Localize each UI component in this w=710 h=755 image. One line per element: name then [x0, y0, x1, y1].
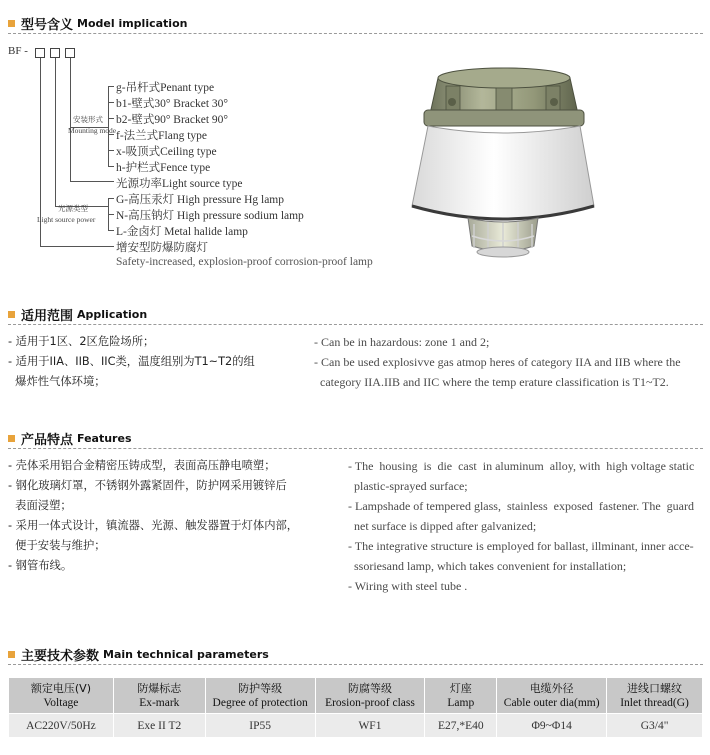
model-box-2	[50, 48, 60, 58]
table-cell: E27,*E40	[425, 714, 497, 738]
connector-tick	[108, 166, 114, 167]
list-item: 便于安装与维护；	[8, 539, 106, 552]
table-cell: AC220V/50Hz	[9, 714, 114, 738]
model-box-1	[35, 48, 45, 58]
connector-tick	[108, 150, 114, 151]
connector-tick	[108, 230, 114, 231]
mount-label-en: Mounting mode	[68, 126, 117, 135]
list-item: ssoriesand lamp, which takes convenient for installation;	[348, 559, 627, 573]
list-item: net surface is dipped after galvanized;	[348, 519, 537, 533]
list-item: - Can be in hazardous: zone 1 and 2;	[314, 335, 490, 349]
table-row	[9, 714, 703, 738]
header-zh: 防腐等级	[347, 681, 392, 695]
heading-en: Model implication	[77, 17, 188, 30]
bullet-square-icon	[8, 651, 15, 658]
header-en: Degree of protection	[212, 696, 308, 709]
mount-type-item: f-法兰式Flang type	[116, 130, 208, 142]
source-label-en: Light source power	[37, 215, 96, 224]
application-zh	[8, 332, 308, 392]
connector-tick	[108, 198, 114, 199]
list-item: - 钢管布线。	[8, 559, 73, 572]
header-en: Inlet thread(G)	[620, 696, 689, 709]
table-cell: G3/4"	[607, 714, 703, 738]
list-item: - Lampshade of tempered glass, stainless exposed fastener. The guard	[348, 499, 695, 513]
list-item: - 采用一体式设计，镇流器、光源、触发器置于灯体内部，	[8, 519, 299, 532]
bullet-square-icon	[8, 435, 15, 442]
list-item: - 适用于IIA、IIB、IIC类，温度组别为T1~T2的组	[8, 355, 255, 368]
connector-line	[55, 58, 56, 206]
table-header-cell	[425, 678, 497, 714]
header-en: Erosion-proof class	[325, 696, 415, 709]
features-zh	[8, 456, 343, 576]
heading-en: Application	[77, 308, 148, 321]
heading-zh: 适用范围	[21, 309, 74, 324]
table-cell: Φ9~Φ14	[497, 714, 607, 738]
list-item: 爆炸性气体环境；	[8, 375, 106, 388]
model-prefix: BF -	[8, 45, 28, 57]
list-item: plastic-sprayed surface;	[348, 479, 468, 493]
list-item: - 适用于1区、2区危险场所；	[8, 335, 155, 348]
header-zh: 额定电压(V)	[30, 681, 91, 695]
section-divider	[8, 324, 703, 325]
mount-label-zh: 安装形式	[73, 115, 103, 124]
header-zh: 防护等级	[238, 681, 283, 695]
mount-type-item: b1-壁式30° Bracket 30°	[116, 98, 229, 110]
source-type-item: N-高压钠灯 High pressure sodium lamp	[116, 210, 304, 222]
table-cell: IP55	[205, 714, 315, 738]
features-en	[348, 456, 706, 596]
heading-en: Features	[77, 432, 132, 445]
table-header-cell	[9, 678, 114, 714]
list-item: 表面浸塑；	[8, 499, 72, 512]
table-header-row	[9, 678, 703, 714]
params-table	[8, 677, 703, 738]
section-heading-params	[8, 645, 269, 664]
list-item: - 钢化玻璃灯罩，不锈钢外露紧固件，防护网采用镀锌后	[8, 479, 287, 492]
table-cell: WF1	[315, 714, 425, 738]
power-item: 光源功率Light source type	[116, 178, 243, 190]
heading-zh: 产品特点	[21, 433, 74, 448]
header-en: Cable outer dia(mm)	[503, 696, 600, 709]
list-item: category IIA.IIB and IIC where the temp erature classification is T1~T2.	[314, 375, 669, 389]
header-en: Ex-mark	[139, 696, 180, 709]
connector-tick	[108, 134, 114, 135]
header-zh: 灯座	[449, 681, 472, 695]
header-zh: 防爆标志	[137, 681, 182, 695]
section-heading-model	[8, 14, 187, 33]
mount-type-item: g-吊杆式Penant type	[116, 82, 215, 94]
table-header-cell	[205, 678, 315, 714]
bullet-square-icon	[8, 311, 15, 318]
section-divider	[8, 33, 703, 34]
heading-zh: 型号含义	[21, 18, 74, 33]
section-divider	[8, 448, 703, 449]
model-box-3	[65, 48, 75, 58]
mount-type-item: h-护栏式Fence type	[116, 162, 211, 174]
source-type-item: G-高压汞灯 High pressure Hg lamp	[116, 194, 285, 206]
header-en: Voltage	[43, 696, 79, 709]
source-type-item: L-金卤灯 Metal halide lamp	[116, 226, 248, 238]
header-en: Lamp	[447, 696, 475, 709]
connector-tick	[108, 118, 114, 119]
lamp-type-en: Safety-increased, explosion-proof corrosion-proof lamp	[116, 256, 373, 268]
header-zh: 电缆外径	[529, 681, 574, 695]
table-header-cell	[315, 678, 425, 714]
connector-tick	[108, 86, 114, 87]
connector-line	[70, 181, 114, 182]
lamp-illustration	[408, 56, 598, 266]
connector-line	[40, 246, 114, 247]
table-header-cell	[113, 678, 205, 714]
list-item: - Wiring with steel tube .	[348, 579, 468, 593]
mount-type-item: b2-壁式90° Bracket 90°	[116, 114, 229, 126]
heading-zh: 主要技术参数	[21, 649, 100, 664]
bullet-square-icon	[8, 20, 15, 27]
connector-tick	[108, 214, 114, 215]
connector-tick	[108, 102, 114, 103]
lamp-type-zh: 增安型防爆防腐灯	[116, 242, 208, 254]
list-item: - Can be used explosivve gas atmop heres of category IIA and IIB where the	[314, 355, 681, 369]
table-header-cell	[497, 678, 607, 714]
table-cell: Exe II T2	[113, 714, 205, 738]
heading-en: Main technical parameters	[103, 648, 269, 661]
section-divider	[8, 664, 703, 665]
section-heading-application	[8, 305, 147, 324]
source-label-zh: 光源类型	[58, 204, 88, 213]
list-item: - The integrative structure is employed for ballast, illminant, inner acce-	[348, 539, 694, 553]
mount-type-item: x-吸顶式Ceiling type	[116, 146, 217, 158]
application-en	[314, 332, 706, 392]
table-header-cell	[607, 678, 703, 714]
connector-line	[70, 58, 71, 181]
list-item: - 壳体采用铝合金精密压铸成型，表面高压静电喷塑；	[8, 459, 276, 472]
header-zh: 进线口螺纹	[627, 681, 683, 695]
section-heading-features	[8, 429, 132, 448]
list-item: - The housing is die cast in aluminum alloy, with high voltage static	[348, 459, 695, 473]
